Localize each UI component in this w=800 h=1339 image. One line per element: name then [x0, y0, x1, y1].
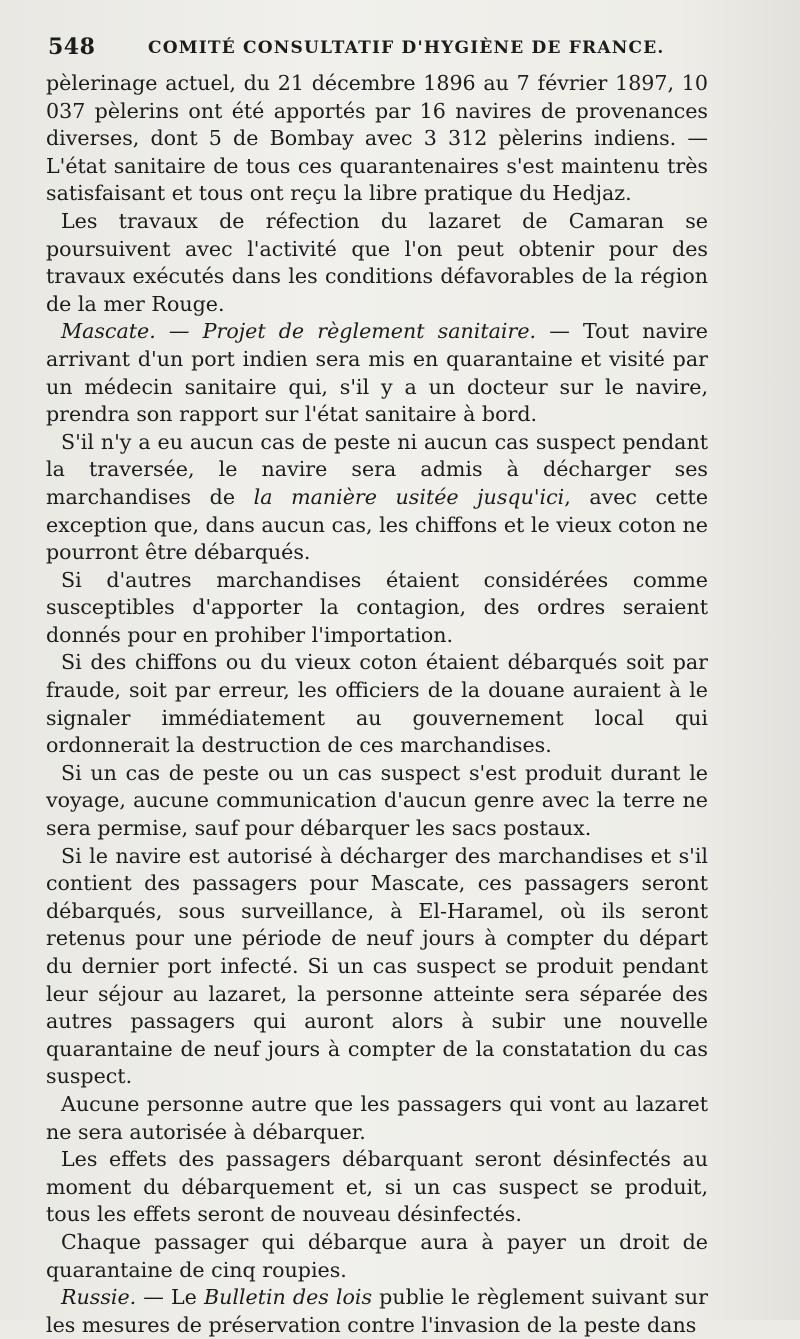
paragraph-text: pèlerinage actuel, du 21 décembre 1896 au 7 février 1897, 10 037 pèlerins ont été apportés par 16 navires de provenances diverses, dont 5 de Bombay avec 3 312 pèlerins indiens. — L'état sanitaire de tous ces quarantenaires s'est maintenu très satisfaisant et tous ont reçu la libre pratique du Hedjaz.: [46, 71, 708, 206]
paragraph-text: Les effets des passagers débarquant seront désinfectés au moment du débarquement et, si un cas suspect se produit, tous les effets seront de nouveau désinfectés.: [46, 1147, 708, 1227]
paragraph-text: publie le règlement suivant sur les mesures de préservation contre l'invasion de la peste dans: [46, 1285, 708, 1337]
italic-phrase: la manière usitée jusqu'ici: [253, 484, 565, 509]
paragraph-continuation: [46, 70, 708, 208]
paragraph-text: — Tout navire arrivant d'un port indien sera mis en quarantaine et visité par un médecin sanitaire qui, s'il y a un docteur sur le navire, prendra son rapport sur l'état sanitaire à bord.: [46, 319, 708, 427]
paragraph-text: Si le navire est autorisé à décharger des marchandises et s'il contient des passagers pour Mascate, ces passagers seront débarqués, sous surveillance, à El-Haramel, où ils seront retenus pour une période de neuf jours à compter du départ du dernier port infecté. Si un cas suspect se produit pendant leur séjour au lazaret, la personne atteinte sera séparée des autres passagers qui auront alors à subir une nouvelle quarantaine de neuf jours à compter de la constatation du cas suspect.: [46, 843, 708, 1089]
paragraph: [46, 208, 708, 318]
page-header: [48, 34, 748, 64]
paragraph-text: Si d'autres marchandises étaient considérées comme susceptibles d'apporter la contagion, des ordres seraient donnés pour en prohiber l'importation.: [46, 567, 708, 647]
paragraph-mascate: [46, 318, 708, 428]
paragraph-text: , avec cette exception que, dans aucun cas, les chiffons et le vieux coton ne pourront être débarqués.: [46, 484, 709, 565]
paragraph-text: Si des chiffons ou du vieux coton étaient débarqués soit par fraude, soit par erreur, les officiers de la douane auraient à le signaler immédiatement au gouvernement local qui ordonnerait la destruction de ces marchandises.: [46, 650, 708, 758]
paragraph: [46, 429, 708, 567]
paragraph: [46, 567, 708, 650]
paragraph: [46, 843, 708, 1091]
body-text: [46, 70, 708, 1339]
section-lead-mascate: Mascate. — Projet de règlement sanitaire.: [61, 319, 537, 344]
paragraph-text: Aucune personne autre que les passagers qui vont au lazaret ne sera autorisée à débarquer.: [46, 1091, 708, 1144]
paragraph-text: Les travaux de réfection du lazaret de Camaran se poursuivent avec l'activité que l'on peut obtenir pour des travaux exécutés dans les conditions défavorables de la région de la mer Rouge.: [46, 208, 708, 316]
paragraph-text: Si un cas de peste ou un cas suspect s'est produit durant le voyage, aucune communication d'aucun genre avec la terre ne sera permise, sauf pour débarquer les sacs postaux.: [46, 760, 708, 841]
paragraph-russie: [46, 1284, 708, 1339]
paragraph: [46, 1146, 708, 1229]
paragraph: [46, 649, 708, 759]
paragraph-text: — Le: [136, 1285, 204, 1310]
section-lead-russie: Russie.: [61, 1285, 137, 1310]
running-head: COMITÉ CONSULTATIF D'HYGIÈNE DE FRANCE.: [148, 38, 665, 58]
page-number: 548: [48, 34, 96, 60]
italic-title: Bulletin des lois: [203, 1285, 373, 1310]
paragraph-text: Chaque passager qui débarque aura à payer un droit de quarantaine de cinq roupies.: [46, 1229, 708, 1282]
paragraph-text: S'il n'y a eu aucun cas de peste ni aucun cas suspect pendant la traversée, le navire sera admis à décharger ses marchandises de: [46, 429, 708, 509]
paragraph: [46, 760, 708, 843]
paragraph: [46, 1091, 708, 1146]
paragraph: [46, 1229, 708, 1284]
